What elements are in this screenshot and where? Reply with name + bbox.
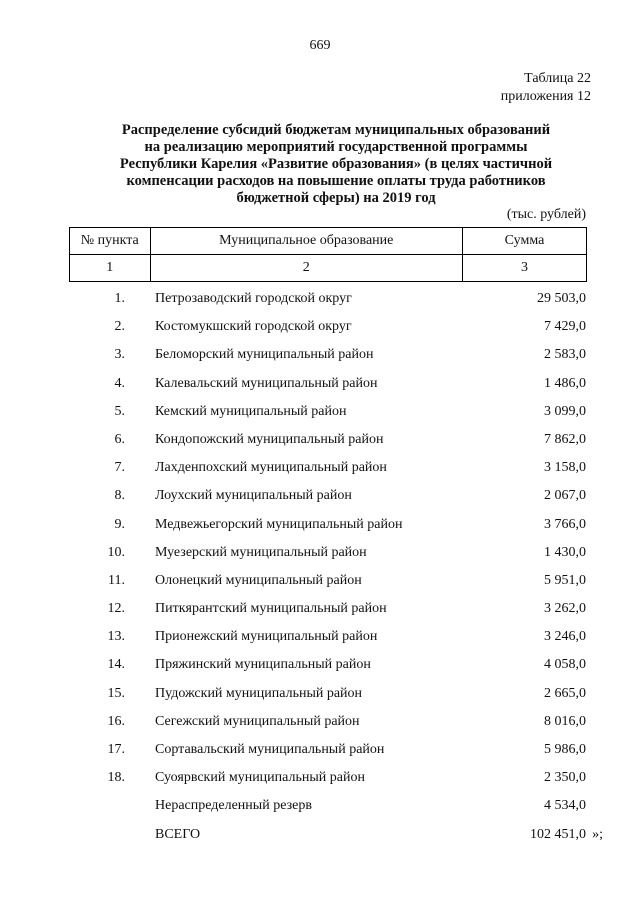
title-line1: Распределение субсидий бюджетам муниципальных образований: [121, 122, 551, 138]
header-index-sum: 3: [462, 255, 586, 282]
row-amount: 2 350,0: [544, 770, 586, 786]
header-table: [69, 227, 587, 282]
table-row: [69, 708, 589, 736]
title-line3: Республики Карелия «Развитие образования» (в целях частичной: [119, 156, 553, 172]
table-label-line2: приложения 12: [500, 89, 591, 104]
header-col-num: № пункта: [70, 228, 151, 255]
reserve-amount: 4 534,0: [544, 798, 586, 814]
row-municipality: Питкярантский муниципальный район: [155, 601, 387, 617]
row-number: 8.: [114, 488, 125, 504]
row-municipality: Олонецкий муниципальный район: [155, 572, 362, 588]
row-municipality: Суоярвский муниципальный район: [155, 770, 365, 786]
table-body: [69, 285, 603, 849]
table-row: [69, 313, 589, 341]
row-amount: 7 429,0: [544, 319, 586, 335]
row-number: 1.: [114, 291, 125, 306]
row-municipality: Беломорский муниципальный район: [155, 347, 374, 363]
table-row: [69, 426, 589, 454]
row-municipality: Сортавальский муниципальный район: [155, 742, 385, 757]
row-amount: 1 486,0: [544, 375, 586, 391]
row-amount: 5 986,0: [544, 742, 586, 757]
header-index-row: [70, 255, 587, 282]
closing-quote: »;: [592, 826, 603, 842]
row-amount: 3 099,0: [544, 403, 586, 419]
row-amount: 5 951,0: [544, 572, 586, 588]
header-index-name: 2: [150, 255, 462, 282]
table-row: [69, 736, 589, 764]
row-amount: 3 262,0: [544, 601, 586, 617]
row-amount: 7 862,0: [544, 431, 586, 447]
table-row: [69, 285, 589, 313]
row-amount: 2 665,0: [544, 685, 586, 701]
row-number: 6.: [114, 431, 125, 447]
row-number: 2.: [114, 319, 125, 335]
table-row: [69, 370, 589, 398]
reserve-row: [69, 792, 589, 820]
total-row: [69, 821, 603, 849]
row-number: 4.: [114, 375, 125, 391]
row-municipality: Муезерский муниципальный район: [155, 544, 367, 560]
table-label-line1: Таблица 22: [524, 71, 591, 86]
row-amount: 3 246,0: [544, 629, 586, 645]
row-number: 13.: [107, 629, 125, 645]
row-municipality: Кемский муниципальный район: [155, 403, 347, 419]
units-note: (тыс. рублей): [506, 207, 586, 222]
title-line5: бюджетной сферы) на 2019 год: [236, 190, 436, 206]
table-row: [69, 651, 589, 679]
row-amount: 3 766,0: [544, 516, 586, 532]
row-municipality: Костомукшский городской округ: [155, 319, 352, 335]
row-number: 17.: [107, 742, 125, 757]
header-index-num: 1: [70, 255, 151, 282]
title-line4: компенсации расходов на повышение оплаты труда работников: [126, 173, 546, 189]
row-number: 9.: [114, 516, 125, 532]
table-label: [501, 70, 591, 106]
total-amount: 102 451,0: [530, 826, 586, 842]
table-row: [69, 764, 589, 792]
row-municipality: Петрозаводский городской округ: [155, 291, 352, 306]
row-amount: 3 158,0: [544, 460, 586, 476]
row-number: 14.: [107, 657, 125, 673]
row-number: 5.: [114, 403, 125, 419]
title-line2: на реализацию мероприятий государственной программы: [144, 139, 528, 155]
table-row: [69, 680, 589, 708]
table-row: [69, 511, 589, 539]
table-row: [69, 482, 589, 510]
row-number: 11.: [108, 572, 125, 588]
total-label: ВСЕГО: [155, 826, 201, 842]
row-number: 18.: [107, 770, 125, 786]
page-number: 669: [309, 38, 331, 53]
row-number: 12.: [107, 601, 125, 617]
document-title: [86, 122, 586, 207]
row-amount: 29 503,0: [537, 291, 586, 306]
table-row: [69, 595, 589, 623]
header-col-sum: Сумма: [462, 228, 586, 255]
row-municipality: Лахденпохский муниципальный район: [155, 460, 387, 476]
row-municipality: Кондопожский муниципальный район: [155, 431, 384, 447]
row-number: 15.: [107, 685, 125, 701]
row-amount: 2 067,0: [544, 488, 586, 504]
table-row: [69, 539, 589, 567]
header-row: [70, 228, 587, 255]
header-col-name: Муниципальное образование: [150, 228, 462, 255]
table-row: [69, 398, 589, 426]
row-number: 3.: [114, 347, 125, 363]
table-row: [69, 341, 589, 369]
row-amount: 4 058,0: [544, 657, 586, 673]
table-row: [69, 623, 589, 651]
row-number: 10.: [107, 544, 125, 560]
table-row: [69, 567, 589, 595]
row-municipality: Сегежский муниципальный район: [155, 713, 360, 729]
reserve-label: Нераспределенный резерв: [155, 798, 312, 814]
row-number: 16.: [107, 713, 125, 729]
row-municipality: Пудожский муниципальный район: [155, 685, 363, 701]
row-municipality: Калевальский муниципальный район: [155, 375, 378, 391]
row-municipality: Медвежьегорский муниципальный район: [155, 516, 403, 532]
row-number: 7.: [114, 460, 125, 476]
row-municipality: Лоухский муниципальный район: [155, 488, 352, 504]
table-row: [69, 454, 589, 482]
row-amount: 2 583,0: [544, 347, 586, 363]
row-amount: 1 430,0: [544, 544, 586, 560]
row-amount: 8 016,0: [544, 713, 586, 729]
row-municipality: Прионежский муниципальный район: [155, 629, 378, 645]
row-municipality: Пряжинский муниципальный район: [155, 657, 371, 673]
